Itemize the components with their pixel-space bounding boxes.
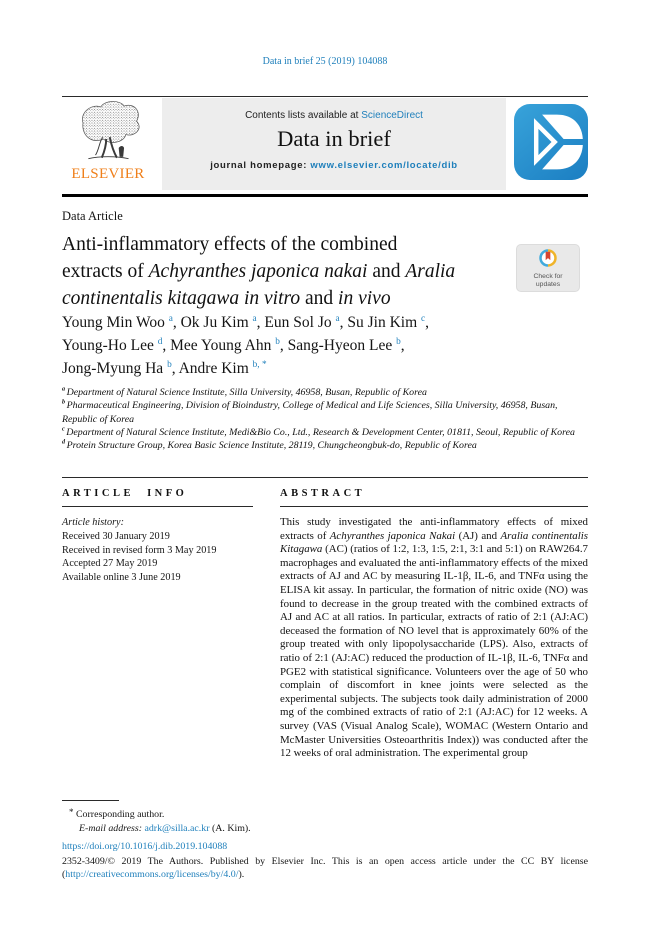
cc-by-license-link[interactable]: http://creativecommons.org/licenses/by/4.0/ xyxy=(65,869,239,881)
section-top-rule xyxy=(62,477,588,478)
email-label: E-mail address: xyxy=(79,822,145,834)
article-info-underline xyxy=(62,506,253,507)
homepage-line xyxy=(162,160,506,171)
article-title: Anti-inflammatory effects of the combined extracts of Achyranthes japonica nakai and Aralia continentalis kitagawa in vitro and in vivo xyxy=(62,234,456,309)
sciencedirect-link[interactable]: ScienceDirect xyxy=(361,110,423,121)
journal-citation: Data in brief 25 (2019) 104088 xyxy=(262,56,388,67)
homepage-prefix: journal homepage: xyxy=(210,160,311,171)
history-received: Received 30 January 2019 xyxy=(62,530,170,542)
affiliation-c: $^c$ Department of Natural Science Institute, Medi&Bio Co., Ltd., Research & Development Center, 01811, Seoul, Republic of Korea xyxy=(62,426,575,438)
email-link[interactable]: adrk@silla.ac.kr xyxy=(144,822,210,834)
history-accepted: Accepted 27 May 2019 xyxy=(62,558,158,570)
history-online: Available online 3 June 2019 xyxy=(62,572,181,584)
elsevier-logo xyxy=(62,98,154,183)
masthead-bottom-rule xyxy=(62,194,588,197)
journal-homepage-link[interactable]: www.elsevier.com/locate/dib xyxy=(310,160,458,171)
author-list: Young Min Woo $^a$, Ok Ju Kim $^a$, Eun Sol Jo $^a$, Su Jin Kim $^c$, Young-Ho Lee $^d$, Mee Young Ahn $^b$, Sang-Hyeon Lee $^b$, Jong-Myung Ha $^b$, Andre Kim $^{b, *}$ xyxy=(62,313,430,377)
article-type-label: Data Article xyxy=(62,209,123,223)
contents-line xyxy=(162,98,506,121)
footnote-rule xyxy=(62,800,119,801)
license-suffix: ). xyxy=(238,869,245,881)
elsevier-wordmark: ELSEVIER xyxy=(71,166,145,182)
email-line xyxy=(62,822,482,836)
check-badge-text: Check for updates xyxy=(533,273,563,288)
journal-masthead-box xyxy=(162,98,506,190)
asterisk-marker: * xyxy=(69,807,74,817)
masthead xyxy=(62,98,588,192)
doi-link[interactable]: https://doi.org/10.1016/j.dib.2019.104088 xyxy=(62,841,228,852)
journal-title: Data in brief xyxy=(277,126,391,151)
license-statement xyxy=(62,855,588,881)
affiliation-b: $^b$ Pharmaceutical Engineering, Division of Bioindustry, College of Medical and Life Sciences, Silla University, 46958, Busan, Republic of Korea xyxy=(62,400,558,425)
license-text: 2352-3409/© 2019 The Authors. Published by Elsevier Inc. This is an open access article under the CC BY license ( xyxy=(62,856,588,881)
masthead-top-rule xyxy=(62,96,588,97)
history-revised: Received in revised form 3 May 2019 xyxy=(62,544,217,556)
article-history-label: Article history: xyxy=(62,517,124,528)
abstract-column xyxy=(280,488,588,761)
abstract-body: This study investigated the anti-inflammatory effects of mixed extracts of Achyranthes japonica Nakai (AJ) and Aralia continentalis Kitagawa (AC) (ratios of 1:2, 1:3, 1:5, 2:1, 3:1 and 5:1) on RAW264.7 macrophages and evaluated the anti-inflammatory effects of the mixed extracts of AJ and AC by measuring IL-1β, IL-6, and TNFα using the ELISA kit assay. In particular, the formation of nitric oxide (NO) was found to decrease in the group treated with the combined extracts of AJ and AC at all ratios. In particular, extracts of ratio of 2:1 (AJ:AC) deceased the formation of NO level that is approximately 60% of the group treated with only lipopolysaccharide (LPS). Also, extracts of ratio of 2:1 (AJ:AC) reduced the production of IL-1β, IL-6, TNFα and PGE2 with statistical significance. Volunteers over the age of 50 who complain of discomfort in knee joints were selected as the experimental subjects. The subjects took daily administration of 2000 mg of the combined extracts of ratio of 2:1 (AJ:AC) for 12 weeks. A survey (VAS (Visual Analog Scale), WOMAC (Western Ontario and McMaster Universities Osteoarthritis Index)) was conducted after the 12 weeks of oral administration. The experimental group xyxy=(280,516,588,760)
affiliation-a: $^a$ Department of Natural Science Institute, Silla University, 46958, Busan, Republic of Korea xyxy=(62,386,427,398)
affiliation-d: $^d$ Protein Structure Group, Korea Basic Science Institute, 28119, Chungcheongbuk-do, Republic of Korea xyxy=(62,439,477,452)
abstract-underline xyxy=(280,506,588,507)
crossmark-icon xyxy=(538,248,558,268)
data-in-brief-d-icon xyxy=(514,104,588,180)
check-for-updates-badge[interactable] xyxy=(516,244,580,292)
contents-prefix: Contents lists available at xyxy=(245,110,362,121)
corresponding-author-footnote xyxy=(62,806,482,835)
journal-cover-icon xyxy=(514,104,588,180)
affiliations xyxy=(62,386,588,452)
abstract-heading: ABSTRACT xyxy=(280,488,366,499)
email-suffix: (A. Kim). xyxy=(209,822,251,834)
elsevier-tree-icon xyxy=(72,98,144,164)
article-info-column xyxy=(62,488,253,585)
article-info-heading: ARTICLE INFO xyxy=(62,488,188,499)
corresponding-author-line: * Corresponding author. xyxy=(69,807,165,820)
